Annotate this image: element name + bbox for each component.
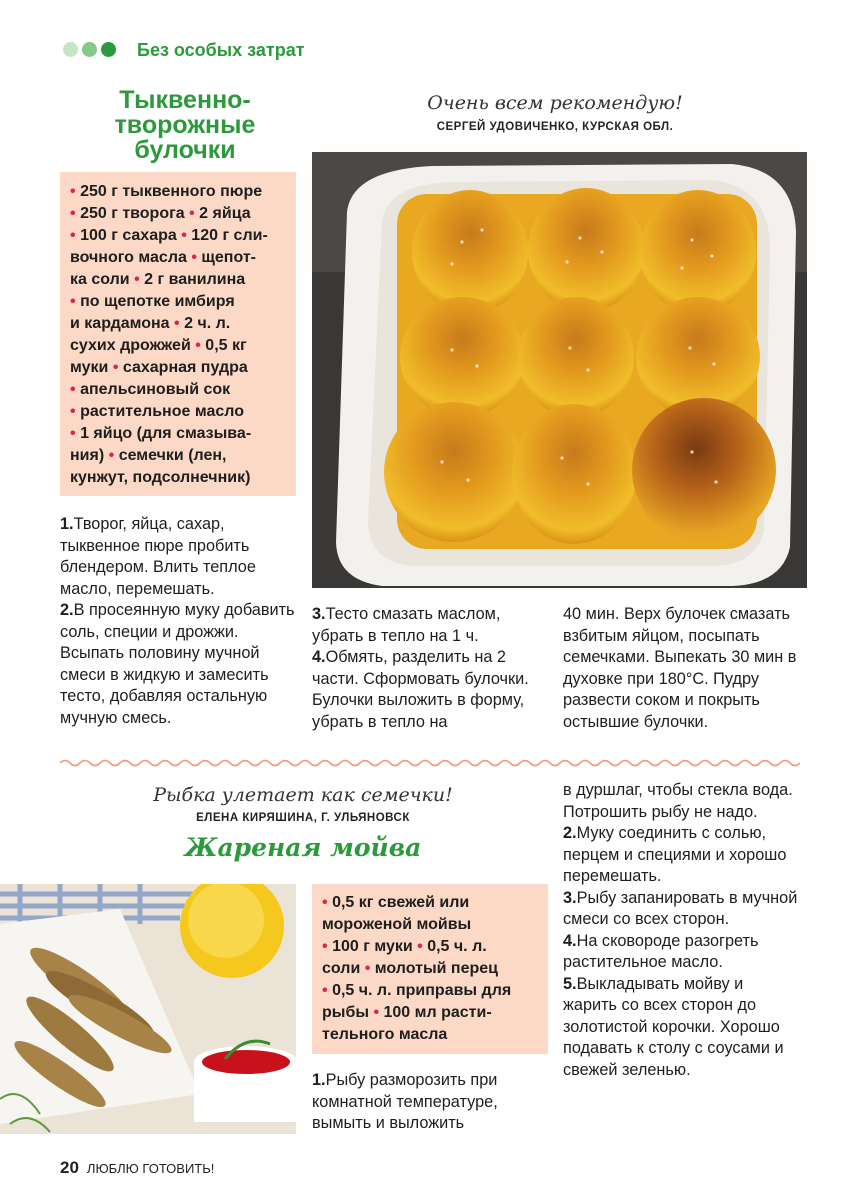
- dot-light: [63, 42, 78, 57]
- wavy-divider: [60, 758, 800, 768]
- recipe1-photo: [312, 152, 807, 588]
- section-dots: [63, 42, 116, 57]
- recipe1-step: 40 мин. Верх булочек смазать взбитым яйцом, посыпать семечками. Выпекать 30 мин в духовке при 180°C. Пудру развести соком и покрыть остывшие булочки.: [563, 605, 797, 731]
- recipe2-step: 2.Муку соединить с солью, перцем и специями и хорошо перемешать.: [563, 824, 787, 885]
- recipe1-step: 3.Тесто смазать маслом, убрать в тепло на 1 ч.: [312, 605, 501, 645]
- recipe2-title: Жареная мойва: [184, 833, 422, 862]
- recipe2-steps-col1: [312, 1070, 548, 1135]
- recipe2-step: 4.На сковороде разогреть растительное масло.: [563, 931, 759, 971]
- recipe1-quote: Очень всем рекомендую!: [427, 92, 683, 114]
- recipe2-step: 3.Рыбу запанировать в мучной смеси со всех сторон.: [563, 888, 798, 928]
- recipe2-ingredients: • 0,5 кг свежей или мороженой мойвы • 100 г муки • 0,5 ч. л. соли • молотый перец • 0,5 ч. л. приправы для рыбы • 100 мл расти- тельного масла: [322, 894, 512, 1043]
- recipe1-title: [80, 88, 290, 163]
- recipe2-author: ЕЛЕНА КИРЯШИНА, Г. УЛЬЯНОВСК: [196, 812, 410, 824]
- recipe1-ingredients: • 250 г тыквенного пюре • 250 г творога • 2 яйца • 100 г сахара • 120 г сли- вочного масла • щепот- ка соли • 2 г ванилина • по щепотке имбиря и кардамона • 2 ч. л. сухих дрожжей • 0,5 кг муки • сахарная пудра • апельсиновый сок • растительное масло • 1 яйцо (для смазыва- ния) • семечки (лен, кунжут, подсолнечник): [70, 183, 268, 486]
- recipe2-step: в дуршлаг, чтобы стекла вода. Потрошить рыбу не надо.: [563, 781, 793, 821]
- recipe1-title-line: творожные: [114, 111, 256, 139]
- recipe1-title-line: Тыквенно-: [119, 86, 251, 114]
- recipe1-step: 4.Обмять, разделить на 2 части. Сформовать булочки. Булочки выложить в форму, убрать в тепло на: [312, 648, 529, 731]
- recipe2-step: 5.Выкладывать мойву и жарить со всех сторон до золотистой корочки. Хорошо подавать к столу с соусами и свежей зеленью.: [563, 974, 784, 1079]
- recipe1-author: СЕРГЕЙ УДОВИЧЕНКО, КУРСКАЯ ОБЛ.: [436, 121, 674, 133]
- recipe1-step: 1.Творог, яйца, сахар, тыквенное пюре пробить блендером. Влить теплое масло, перемешать.: [60, 515, 256, 598]
- page-footer: [60, 1158, 214, 1178]
- recipe2-step: 1.Рыбу разморозить при комнатной температуре, вымыть и выложить: [312, 1071, 498, 1132]
- page-number: 20: [60, 1158, 79, 1177]
- recipe2-quote: Рыбка улетает как семечки!: [153, 784, 453, 806]
- recipe1-steps-col3: [563, 604, 801, 733]
- baked-buns-in-dish-image: [312, 152, 807, 588]
- recipe1-step: 2.В просеянную муку добавить соль, специи и дрожжи. Всыпать половину мучной смеси в жидкую и замесить тесто, добавляя остальную мучную смесь.: [60, 601, 295, 727]
- fried-capelin-with-lemon-and-sauce-image: [0, 884, 296, 1134]
- recipe2-photo: [0, 884, 296, 1134]
- recipe2-steps-col2: [563, 780, 801, 1081]
- section-label: Без особых затрат: [137, 40, 305, 60]
- recipe2-ingredients-box: [312, 884, 548, 1054]
- recipe1-title-line: булочки: [134, 136, 236, 164]
- recipe1-steps-col1: [60, 514, 298, 729]
- magazine-name: ЛЮБЛЮ ГОТОВИТЬ!: [86, 1161, 215, 1176]
- dot-medium: [82, 42, 97, 57]
- recipe1-ingredients-box: [60, 172, 296, 496]
- dot-dark: [101, 42, 116, 57]
- recipe1-steps-col2: [312, 604, 548, 733]
